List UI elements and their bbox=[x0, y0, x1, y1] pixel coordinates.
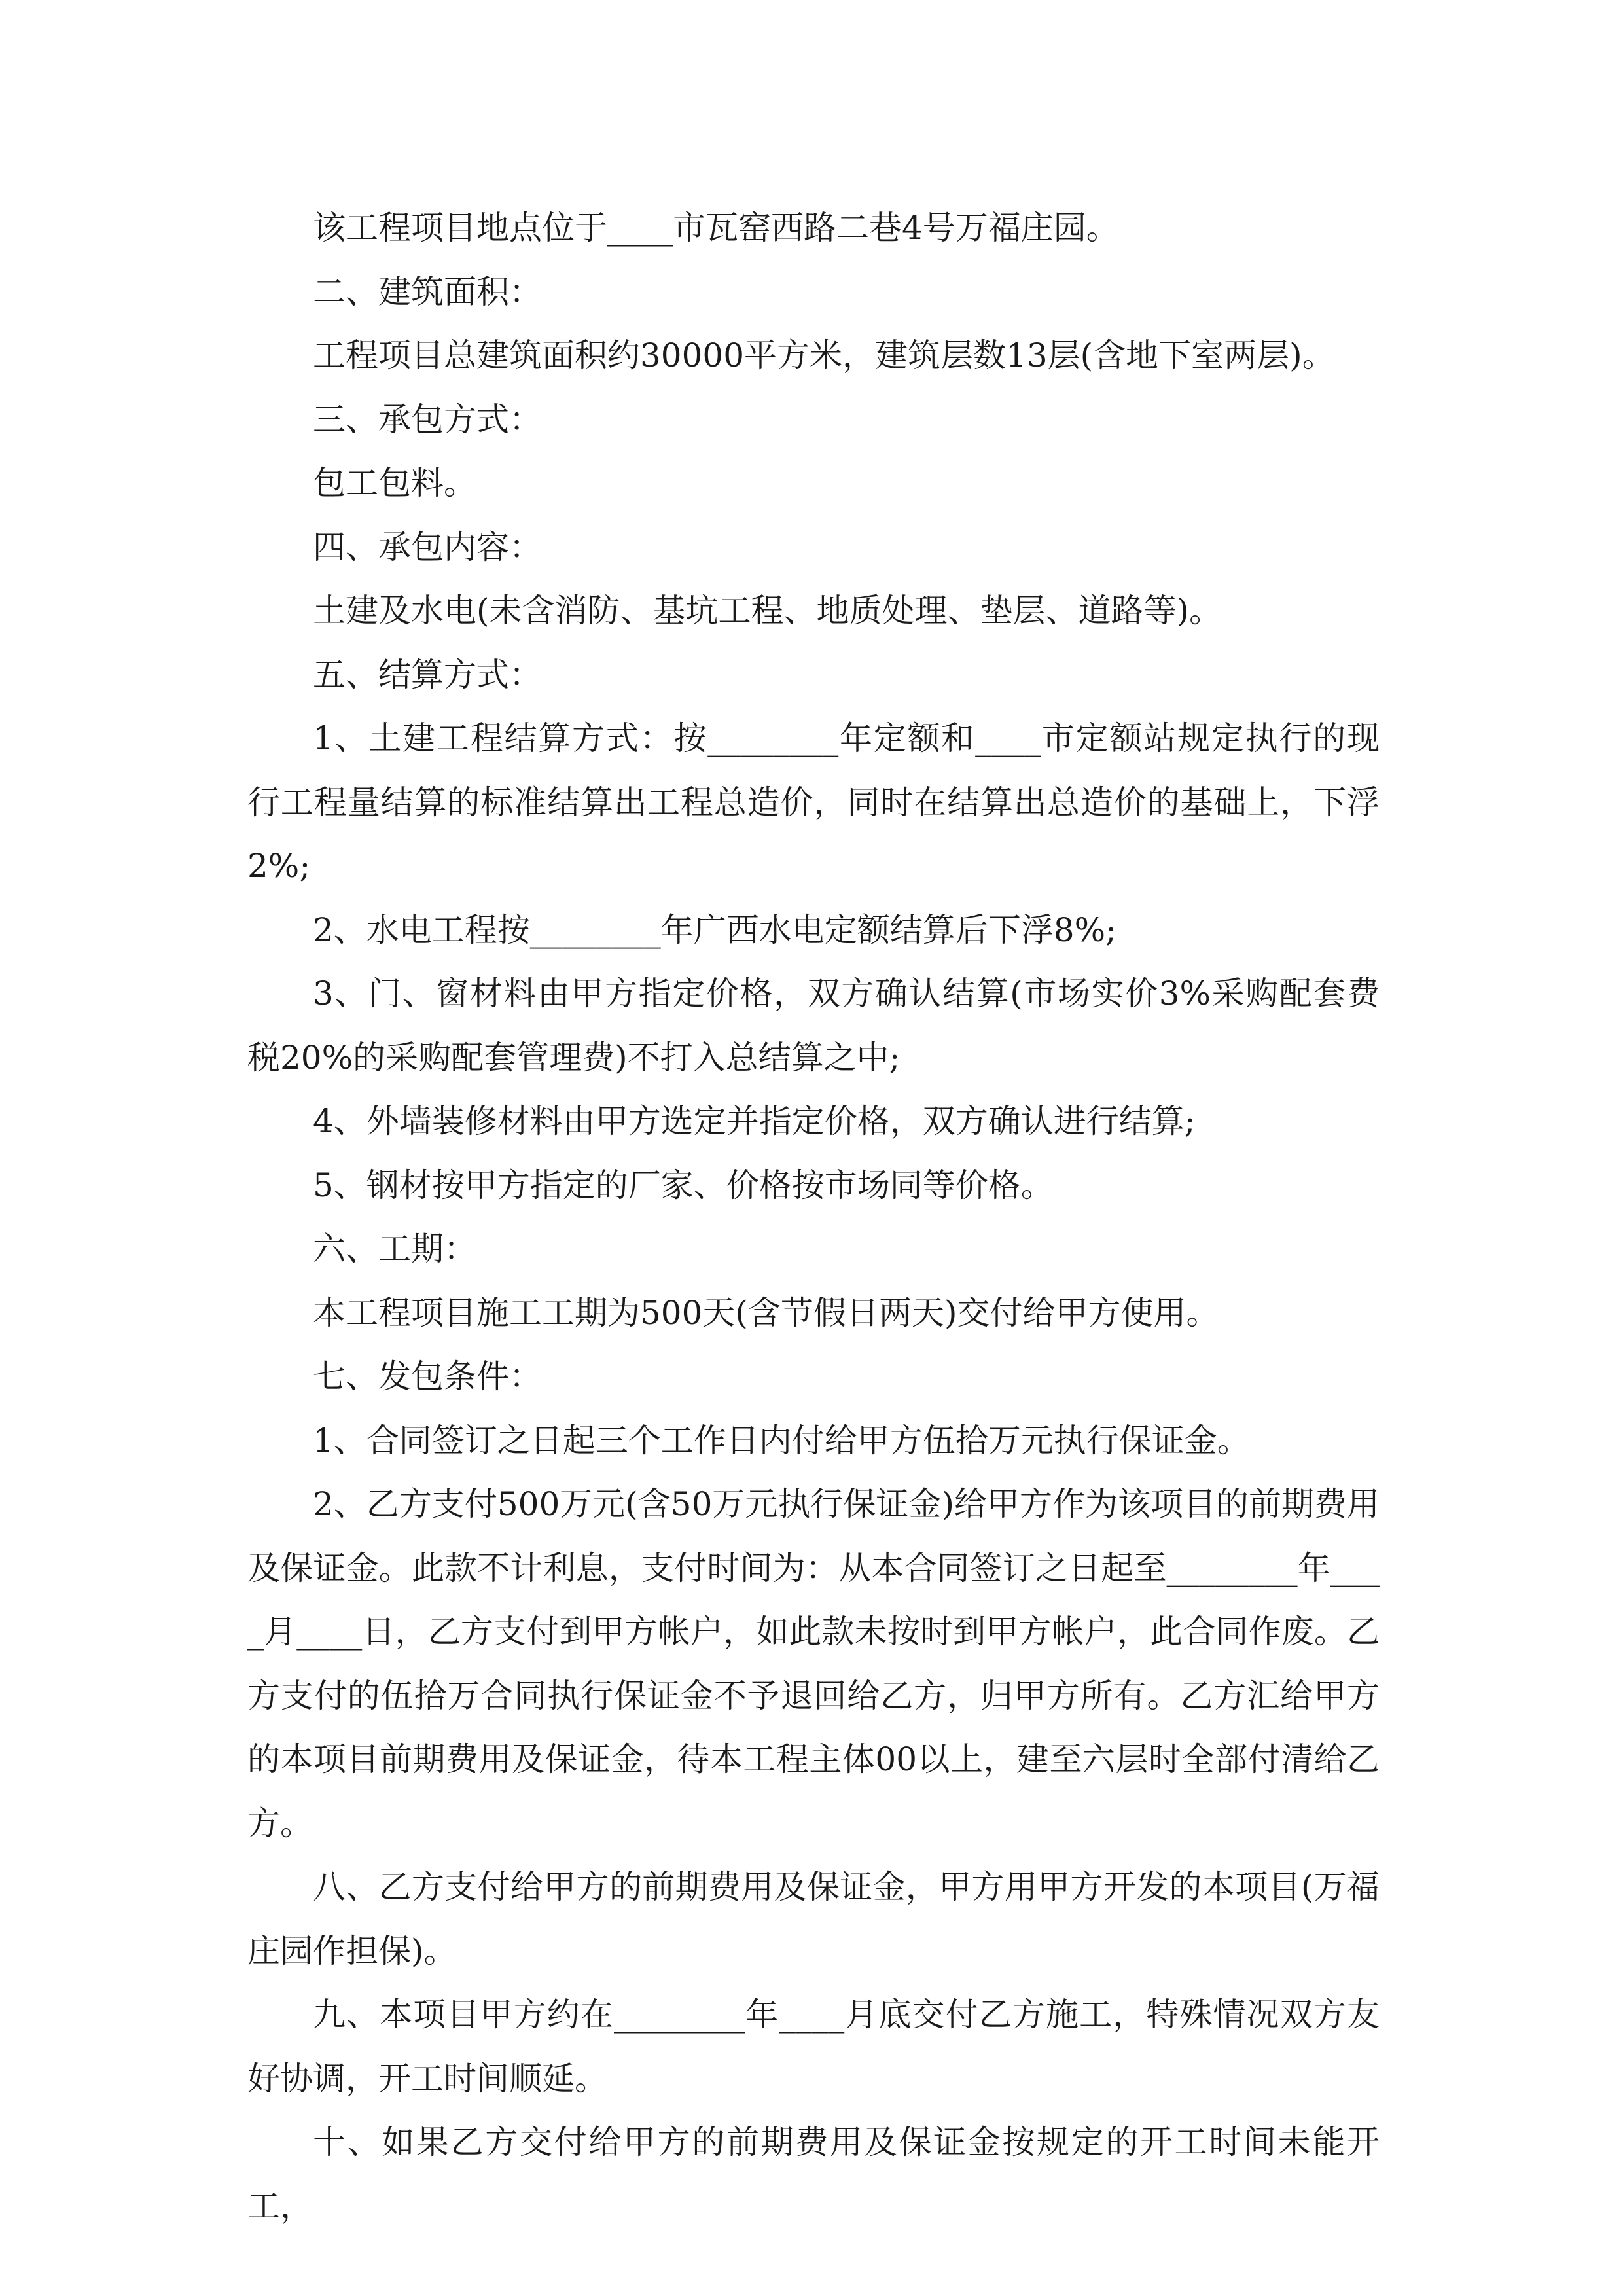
clause-8: 八、乙方支付给甲方的前期费用及保证金，甲方用甲方开发的本项目(万福庄园作担保)。 bbox=[247, 1868, 1380, 1970]
paragraph-contract-content: 土建及水电(未含消防、基坑工程、地质处理、垫层、道路等)。 bbox=[313, 592, 1222, 630]
settlement-item-3: 3、门、窗材料由甲方指定价格，双方确认结算(市场实价3%采购配套费税20%的采购配套管理费)不打入总结算之中; bbox=[247, 975, 1380, 1077]
condition-item-1: 1、合同签订之日起三个工作日内付给甲方伍拾万元执行保证金。 bbox=[313, 1421, 1250, 1460]
heading-building-area: 二、建筑面积： bbox=[313, 272, 542, 311]
document-body bbox=[247, 196, 1380, 2238]
heading-conditions: 七、发包条件： bbox=[313, 1357, 542, 1395]
settlement-item-2: 2、水电工程按________年广西水电定额结算后下浮8%; bbox=[313, 910, 1116, 949]
heading-settlement: 五、结算方式： bbox=[313, 655, 542, 694]
clause-10: 十、如果乙方交付给甲方的前期费用及保证金按规定的开工时间未能开工， bbox=[247, 2123, 1380, 2225]
heading-contract-content: 四、承包内容： bbox=[313, 528, 542, 566]
heading-contract-method: 三、承包方式： bbox=[313, 400, 542, 439]
settlement-item-4: 4、外墙装修材料由甲方选定并指定价格，双方确认进行结算; bbox=[313, 1102, 1196, 1140]
condition-item-2: 2、乙方支付500万元(含50万元执行保证金)给甲方作为该项目的前期费用及保证金。此款不计利息，支付时间为：从本合同签订之日起至________年____月____日，乙方支付到甲方帐户，如此款未按时到甲方帐户，此合同作废。乙方支付的伍拾万合同执行保证金不予退回给乙方，归甲方所有。乙方汇给甲方的本项目前期费用及保证金，待本工程主体00以上，建至六层时全部付清给乙方。 bbox=[247, 1485, 1380, 1842]
paragraph-contract-method: 包工包料。 bbox=[313, 464, 476, 502]
paragraph-location: 该工程项目地点位于____市瓦窑西路二巷4号万福庄园。 bbox=[313, 209, 1119, 247]
paragraph-building-area: 工程项目总建筑面积约30000平方米，建筑层数13层(含地下室两层)。 bbox=[313, 336, 1335, 374]
clause-9: 九、本项目甲方约在________年____月底交付乙方施工，特殊情况双方友好协调，开工时间顺延。 bbox=[247, 1996, 1380, 2098]
paragraph-schedule: 本工程项目施工工期为500天(含节假日两天)交付给甲方使用。 bbox=[313, 1293, 1219, 1332]
settlement-item-1: 1、土建工程结算方式：按________年定额和____市定额站规定执行的现行工程量结算的标准结算出工程总造价，同时在结算出总造价的基础上，下浮2%; bbox=[247, 719, 1380, 885]
heading-schedule: 六、工期： bbox=[313, 1230, 476, 1268]
settlement-item-5: 5、钢材按甲方指定的厂家、价格按市场同等价格。 bbox=[313, 1166, 1054, 1204]
